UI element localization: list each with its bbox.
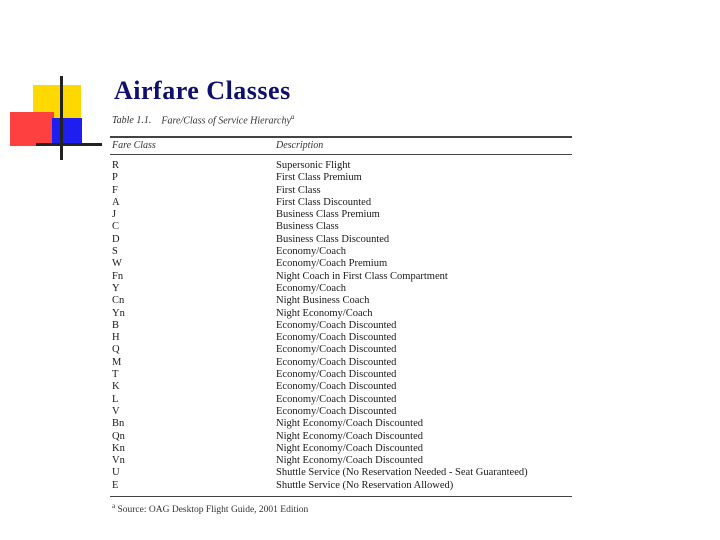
fare-class-code: Q [112, 344, 120, 356]
logo-horizontal-line [36, 143, 102, 146]
slide-title: Airfare Classes [114, 76, 291, 105]
fare-class-description: Economy/Coach Discounted [276, 356, 397, 368]
fare-class-description: Night Business Coach [276, 295, 370, 307]
fare-class-code: H [112, 332, 120, 344]
fare-class-code: Yn [112, 307, 125, 319]
fare-class-description: Supersonic Flight [276, 160, 351, 171]
fare-class-description: Economy/Coach Discounted [276, 393, 397, 405]
fare-class-description: Night Economy/Coach Discounted [276, 442, 423, 454]
fare-class-code: Bn [112, 418, 125, 430]
fare-class-description: Economy/Coach Discounted [276, 381, 397, 393]
fare-class-code: Vn [112, 455, 125, 467]
fare-class-code: M [112, 356, 122, 368]
fare-class-code: Kn [112, 442, 125, 454]
fare-class-code: R [112, 160, 120, 171]
table-row [0, 246, 720, 258]
table-row [0, 455, 720, 467]
fare-class-code: D [112, 233, 120, 245]
logo-blue-square [52, 118, 82, 146]
table-row [0, 357, 720, 369]
fare-class-code: Fn [112, 270, 124, 282]
fare-class-code: U [112, 467, 120, 479]
source-footnote [112, 502, 308, 515]
fare-class-description: Economy/Coach Premium [276, 258, 388, 270]
source-text: Source: OAG Desktop Flight Guide, 2001 Edition [117, 505, 309, 516]
fare-class-description: Economy/Coach Discounted [276, 332, 397, 344]
logo-vertical-line [60, 76, 63, 160]
source-footnote-mark: a [112, 502, 116, 510]
table-row [0, 467, 720, 479]
table-row [0, 258, 720, 270]
table-row [0, 320, 720, 332]
fare-class-description: Night Economy/Coach [276, 307, 373, 319]
fare-class-description: Economy/Coach [276, 282, 346, 294]
table-row [0, 221, 720, 233]
fare-class-description: Shuttle Service (No Reservation Allowed) [276, 479, 454, 491]
fare-class-description: Night Economy/Coach Discounted [276, 418, 423, 430]
table-row [0, 394, 720, 406]
table-row [0, 431, 720, 443]
table-row [0, 480, 720, 492]
fare-class-code: A [112, 196, 120, 208]
table-row [0, 209, 720, 221]
table-row [0, 381, 720, 393]
fare-class-description: Economy/Coach Discounted [276, 319, 397, 331]
table-header-rule [110, 154, 572, 155]
table-row [0, 332, 720, 344]
table-row [0, 344, 720, 356]
table-top-rule [110, 136, 572, 138]
fare-class-code: Y [112, 282, 120, 294]
fare-class-description: Economy/Coach Discounted [276, 344, 397, 356]
caption-footnote-mark: a [290, 113, 295, 121]
fare-class-description: Business Class [276, 221, 339, 233]
fare-class-code: E [112, 479, 119, 491]
fare-class-description: Business Class Premium [276, 209, 380, 221]
table-row [0, 283, 720, 295]
column-header-description: Description [276, 140, 324, 151]
fare-class-description: Shuttle Service (No Reservation Needed - Seat Guaranteed) [276, 467, 528, 479]
table-row [0, 418, 720, 430]
fare-class-code: Qn [112, 430, 125, 442]
table-row [0, 308, 720, 320]
fare-class-code: B [112, 319, 120, 331]
table-row [0, 369, 720, 381]
slide-logo [0, 0, 110, 170]
table-row [0, 160, 720, 172]
fare-class-code: Cn [112, 295, 125, 307]
fare-class-code: V [112, 405, 120, 417]
fare-class-code: L [112, 393, 119, 405]
fare-class-code: K [112, 381, 120, 393]
fare-class-description: First Class Discounted [276, 196, 372, 208]
table-row [0, 406, 720, 418]
fare-class-code: W [112, 258, 122, 270]
fare-class-code: S [112, 246, 118, 258]
fare-class-description: Night Economy/Coach Discounted [276, 430, 423, 442]
fare-class-description: Economy/Coach Discounted [276, 405, 397, 417]
table-row [0, 295, 720, 307]
fare-class-description: Night Coach in First Class Compartment [276, 270, 448, 282]
fare-class-description: First Class Premium [276, 172, 362, 184]
table-row [0, 197, 720, 209]
table-caption [112, 113, 294, 126]
fare-class-code: F [112, 184, 118, 196]
table-label: Table 1.1. [112, 115, 152, 127]
table-row [0, 271, 720, 283]
fare-class-description: Economy/Coach [276, 246, 346, 258]
fare-class-description: Economy/Coach Discounted [276, 369, 397, 381]
logo-red-square [10, 112, 54, 146]
fare-class-description: Night Economy/Coach Discounted [276, 455, 423, 467]
fare-class-description: First Class [276, 184, 321, 196]
fare-class-code: C [112, 221, 120, 233]
table-caption-text: Fare/Class of Service Hierarchy [161, 115, 291, 127]
fare-class-code: J [112, 209, 117, 221]
table-bottom-rule [110, 496, 572, 497]
table-row [0, 172, 720, 184]
fare-class-code: P [112, 172, 118, 184]
fare-class-code: T [112, 369, 119, 381]
fare-class-description: Business Class Discounted [276, 233, 390, 245]
column-header-fare-class: Fare Class [112, 140, 156, 151]
fare-class-table-body [0, 160, 720, 492]
table-row [0, 443, 720, 455]
table-row [0, 185, 720, 197]
table-row [0, 234, 720, 246]
